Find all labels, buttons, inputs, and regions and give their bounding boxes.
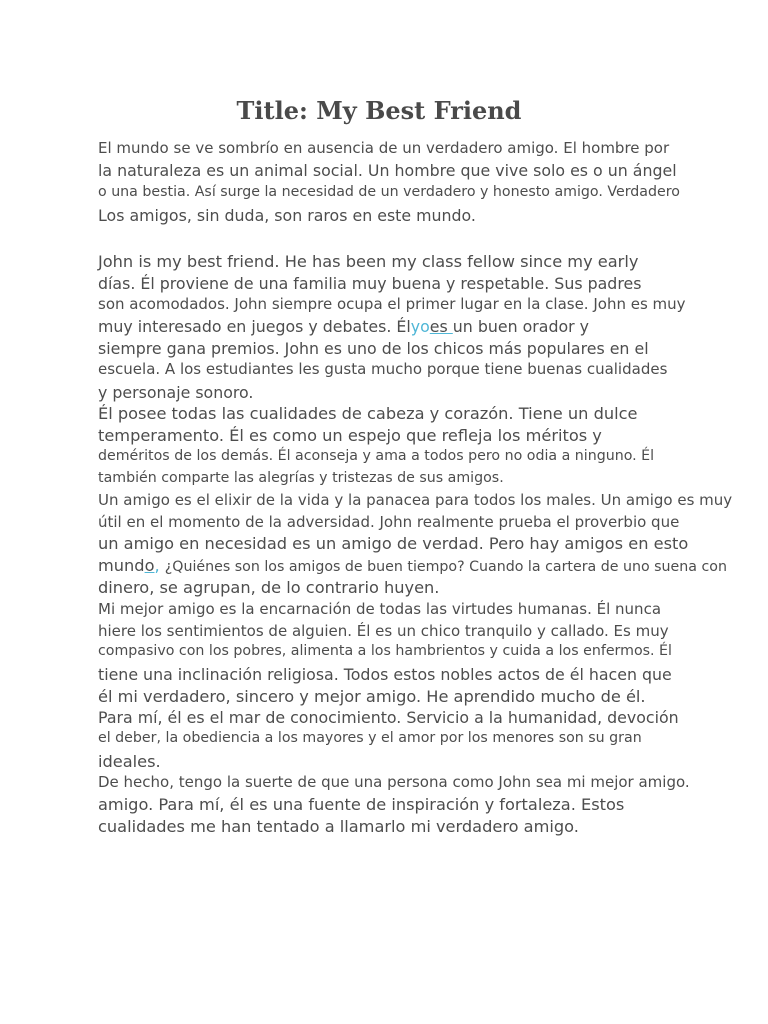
text-line: John is my best friend. He has been my class fellow since my early [98, 252, 639, 271]
text-line: un amigo en necesidad es un amigo de verdad. Pero hay amigos en esto [98, 534, 689, 553]
text-line: él mi verdadero, sincero y mejor amigo. He aprendido mucho de él. [98, 687, 646, 706]
text-line: o una bestia. Así surge la necesidad de un verdadero y honesto amigo. Verdadero [98, 184, 680, 200]
underlined-letter: o [144, 556, 155, 575]
text-line: son acomodados. John siempre ocupa el primer lugar en la clase. John es muy [98, 295, 686, 313]
text-segment: un buen orador y [452, 317, 590, 336]
document-title: Title: My Best Friend [236, 96, 522, 125]
text-line: compasivo con los pobres, alimenta a los hambrientos y cuida a los enfermos. Él [98, 643, 672, 659]
text-line: el deber, la obediencia a los mayores y el amor por los menores son su gran [98, 730, 642, 746]
underlined-segment: es [429, 317, 453, 336]
text-line: también comparte las alegrías y tristezas de sus amigos. [98, 470, 504, 486]
text-line: dinero, se agrupan, de lo contrario huyen. [98, 578, 440, 597]
text-line: amigo. Para mí, él es una fuente de inspiración y fortaleza. Estos [98, 795, 625, 814]
highlighted-comma: , [154, 556, 165, 575]
text-line: útil en el momento de la adversidad. John realmente prueba el proverbio que [98, 513, 680, 531]
text-line: días. Él proviene de una familia muy buena y respetable. Sus padres [98, 274, 642, 293]
text-line: cualidades me han tentado a llamarlo mi verdadero amigo. [98, 817, 579, 836]
text-line: Un amigo es el elixir de la vida y la panacea para todos los males. Un amigo es muy [98, 491, 733, 509]
text-line: Los amigos, sin duda, son raros en este mundo. [98, 206, 476, 225]
text-line: ideales. [98, 752, 161, 771]
text-segment: ¿Quiénes son los amigos de buen tiempo? Cuando la cartera de uno suena con [164, 559, 727, 575]
text-line: tiene una inclinación religiosa. Todos estos nobles actos de él hacen que [98, 665, 672, 684]
text-line: Para mí, él es el mar de conocimiento. Servicio a la humanidad, devoción [98, 708, 679, 727]
text-segment: mund [98, 556, 145, 575]
text-line: y personaje sonoro. [98, 383, 254, 402]
text-line: De hecho, tengo la suerte de que una persona como John sea mi mejor amigo. [98, 773, 690, 791]
text-line [98, 556, 727, 575]
text-line: hiere los sentimientos de alguien. Él es un chico tranquilo y callado. Es muy [98, 622, 669, 640]
text-segment: muy interesado en juegos y debates. Él [98, 317, 411, 336]
text-line [98, 317, 589, 336]
highlighted-word: yo [410, 317, 430, 336]
text-line: temperamento. Él es como un espejo que refleja los méritos y [98, 426, 602, 445]
text-line: El mundo se ve sombrío en ausencia de un verdadero amigo. El hombre por [98, 139, 670, 157]
text-line: siempre gana premios. John es uno de los chicos más populares en el [98, 339, 649, 358]
text-line: Mi mejor amigo es la encarnación de todas las virtudes humanas. Él nunca [98, 600, 662, 618]
text-line: escuela. A los estudiantes les gusta mucho porque tiene buenas cualidades [98, 360, 668, 378]
text-line: deméritos de los demás. Él aconseja y ama a todos pero no odia a ninguno. Él [98, 448, 655, 464]
text-line: Él posee todas las cualidades de cabeza y corazón. Tiene un dulce [98, 404, 638, 423]
text-line: la naturaleza es un animal social. Un hombre que vive solo es o un ángel [98, 161, 677, 180]
